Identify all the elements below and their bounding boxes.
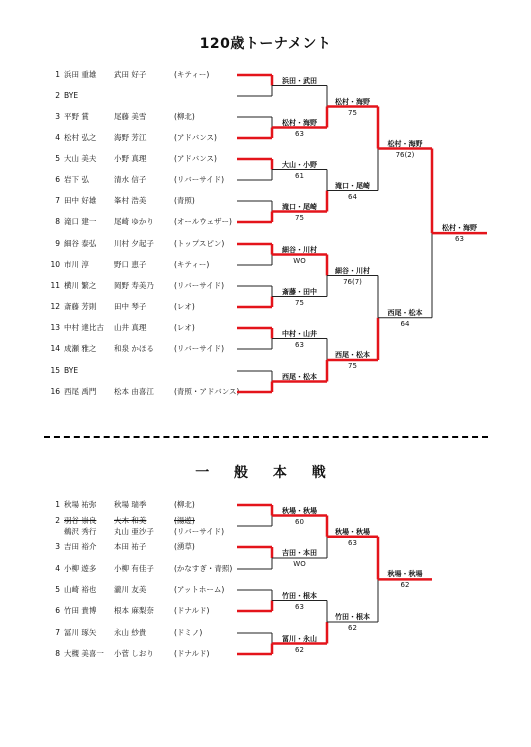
entry-club: (ドナルド) bbox=[174, 649, 210, 658]
match-score: 62 bbox=[348, 624, 357, 632]
tournament-title-general: 一 般 本 戦 bbox=[195, 465, 336, 481]
entry-number: 7 bbox=[55, 628, 60, 637]
entry-number: 5 bbox=[55, 154, 60, 163]
match-score: 64 bbox=[400, 319, 410, 328]
entry-club: (レオ) bbox=[174, 323, 195, 332]
entry-player: 瀧川 友美 bbox=[114, 585, 147, 594]
match-score: 75 bbox=[348, 108, 357, 117]
entry-player: 羽谷 崇良 bbox=[64, 516, 97, 525]
entry-club: (トップスピン) bbox=[174, 239, 225, 248]
entry-player: 滝口 建一 bbox=[64, 217, 97, 226]
entry-club: (アドバンス) bbox=[174, 133, 217, 142]
match-score: 63 bbox=[348, 538, 357, 547]
entry-number: 9 bbox=[55, 239, 60, 248]
entry-number: 14 bbox=[50, 344, 60, 353]
entry-player: 清水 信子 bbox=[114, 175, 147, 184]
match-winner: 松村・海野 bbox=[335, 97, 370, 106]
match-winner: 松村・海野 bbox=[387, 139, 423, 148]
match-score: 63 bbox=[295, 602, 304, 611]
entry-player: 田中 好雄 bbox=[64, 196, 97, 205]
match-score: 60 bbox=[295, 517, 304, 526]
entry-player: 海野 芳江 bbox=[114, 133, 147, 142]
match-winner: 冨川・永山 bbox=[282, 634, 317, 643]
match-winner: 竹田・根本 bbox=[282, 591, 317, 600]
entry-player: 小野 真理 bbox=[114, 154, 147, 163]
entry-player: BYE bbox=[64, 91, 79, 100]
match-winner: 浜田・武田 bbox=[282, 76, 317, 85]
entry-player: 永山 紗貴 bbox=[114, 628, 147, 637]
entry-player: 吉田 裕介 bbox=[64, 542, 97, 551]
entry-club: (かなすぎ・青照) bbox=[174, 564, 233, 573]
entry-number: 7 bbox=[55, 196, 60, 205]
match-winner: 滝口・尾崎 bbox=[335, 181, 370, 190]
entry-number: 6 bbox=[55, 175, 60, 184]
entry-player: 中村 達比古 bbox=[64, 323, 104, 332]
entry-player: 野口 恵子 bbox=[114, 260, 147, 269]
match-winner: 大山・小野 bbox=[282, 160, 317, 169]
entry-number: 5 bbox=[55, 585, 60, 594]
match-score: WO bbox=[293, 256, 306, 265]
entry-number: 1 bbox=[55, 500, 60, 509]
entry-player: 小柳 遊多 bbox=[64, 564, 97, 573]
champion-name: 秋場・秋場 bbox=[387, 570, 423, 579]
entry-number: 6 bbox=[55, 606, 60, 615]
entry-club: (青照) bbox=[174, 196, 195, 205]
match-winner: 西尾・松本 bbox=[387, 308, 423, 317]
match-winner: 秋場・秋場 bbox=[282, 506, 317, 515]
entry-player: 鵜沢 秀行 bbox=[64, 527, 97, 536]
entry-player: 岡野 寿美乃 bbox=[114, 281, 154, 290]
entry-number: 13 bbox=[50, 323, 60, 332]
entry-player: 平野 賞 bbox=[64, 112, 89, 121]
entry-player: 松本 由喜江 bbox=[114, 387, 154, 396]
entry-player: 成瀬 雅之 bbox=[64, 344, 97, 353]
entry-number: 4 bbox=[55, 133, 60, 142]
match-score: 64 bbox=[348, 192, 357, 201]
entry-number: 2 bbox=[55, 516, 60, 525]
entry-player: 尾藤 美雪 bbox=[114, 112, 147, 121]
entry-number: 2 bbox=[55, 91, 60, 100]
final-score: 63 bbox=[455, 235, 464, 244]
entry-number: 11 bbox=[50, 281, 60, 290]
entry-club: (リバーサイド) bbox=[174, 527, 225, 536]
match-winner: 西尾・松本 bbox=[335, 351, 370, 359]
entry-player: 和泉 かほる bbox=[114, 344, 154, 353]
entry-club: (アットホーム) bbox=[174, 585, 225, 594]
entry-player: 西尾 禹門 bbox=[64, 387, 97, 396]
entry-player: 田中 琴子 bbox=[114, 302, 147, 311]
entry-number: 3 bbox=[55, 542, 60, 551]
entry-player: 大木 和美 bbox=[114, 516, 147, 525]
entry-player: 細谷 泰弘 bbox=[64, 239, 97, 248]
entry-player: 斎藤 芳則 bbox=[64, 302, 97, 311]
match-winner: 松村・海野 bbox=[282, 118, 317, 127]
entry-player: 根本 麻梨奈 bbox=[114, 606, 154, 615]
match-score: 61 bbox=[295, 171, 304, 180]
match-winner: 中村・山井 bbox=[282, 329, 317, 338]
match-winner: 滝口・尾崎 bbox=[282, 202, 317, 211]
entry-player: 横川 繁之 bbox=[64, 281, 97, 290]
entry-player: 山崎 裕也 bbox=[64, 585, 97, 594]
entry-player: 秋場 瑞季 bbox=[114, 500, 147, 509]
match-winner: 竹田・根本 bbox=[335, 613, 370, 621]
entry-club: (リバーサイド) bbox=[174, 175, 225, 184]
entry-club: (アドバンス) bbox=[174, 154, 217, 163]
entry-club: (キティー) bbox=[174, 70, 210, 79]
entry-number: 15 bbox=[50, 366, 60, 375]
entry-player: 尾崎 ゆかり bbox=[114, 217, 154, 226]
entry-club: (湧草) bbox=[174, 542, 195, 551]
entry-club: (柳北) bbox=[174, 112, 195, 121]
entry-player: 小菅 しおり bbox=[114, 649, 154, 658]
entry-club: (レオ) bbox=[174, 302, 195, 311]
entry-player: 武田 好子 bbox=[114, 70, 147, 79]
entry-player: 浜田 重雄 bbox=[64, 70, 97, 79]
entry-number: 10 bbox=[50, 260, 60, 269]
match-winner: 秋場・秋場 bbox=[335, 527, 370, 536]
entry-club: (湯遊) bbox=[174, 516, 195, 525]
entry-number: 4 bbox=[55, 564, 60, 573]
match-winner: 吉田・本田 bbox=[282, 549, 317, 557]
entry-player: 秋場 祐弥 bbox=[64, 500, 97, 509]
match-score: 62 bbox=[295, 645, 304, 654]
entry-player: 大槻 美喜一 bbox=[64, 649, 104, 658]
entry-club: (オールウェザー) bbox=[174, 217, 232, 226]
entry-player: 岩下 弘 bbox=[64, 175, 89, 184]
entry-player: 本田 祐子 bbox=[114, 542, 147, 551]
entry-club: (キティー) bbox=[174, 260, 210, 269]
match-score: WO bbox=[293, 560, 306, 568]
entry-number: 8 bbox=[55, 217, 60, 226]
match-score: 75 bbox=[348, 362, 357, 370]
entry-player: 小柳 有佳子 bbox=[114, 564, 154, 573]
entry-number: 8 bbox=[55, 649, 60, 658]
entry-player: 市川 淳 bbox=[64, 260, 89, 269]
match-score: 75 bbox=[295, 298, 304, 307]
match-winner: 西尾・松本 bbox=[282, 372, 317, 381]
tournament-title-120: 120歳トーナメント bbox=[199, 36, 332, 52]
entry-player: 川村 夕起子 bbox=[114, 239, 154, 248]
match-score: 63 bbox=[295, 340, 304, 349]
entry-club: (柳北) bbox=[174, 500, 195, 509]
match-score: 75 bbox=[295, 213, 304, 222]
final-score: 62 bbox=[400, 581, 410, 590]
match-score: 63 bbox=[295, 129, 304, 138]
entry-club: (ドミノ) bbox=[174, 628, 203, 637]
match-score: 76(2) bbox=[395, 150, 415, 159]
match-score: 76(7) bbox=[343, 277, 362, 286]
entry-club: (青照・アドバンス) bbox=[174, 387, 240, 396]
entry-player: 竹田 貴博 bbox=[64, 606, 97, 615]
entry-number: 12 bbox=[50, 302, 60, 311]
entry-club: (リバーサイド) bbox=[174, 344, 225, 353]
entry-player: 山井 真理 bbox=[114, 323, 147, 332]
entry-number: 3 bbox=[55, 112, 60, 121]
champion-name: 松村・海野 bbox=[442, 224, 477, 233]
entry-player: 大山 美夫 bbox=[64, 154, 97, 163]
entry-player: 丸山 亜沙子 bbox=[114, 527, 154, 536]
entry-player: 峯村 浩美 bbox=[114, 196, 147, 205]
entry-number: 16 bbox=[50, 387, 60, 396]
match-winner: 斎藤・田中 bbox=[282, 287, 317, 296]
match-winner: 細谷・川村 bbox=[335, 266, 370, 275]
entry-number: 1 bbox=[55, 70, 60, 79]
match-winner: 細谷・川村 bbox=[282, 245, 317, 254]
entry-player: BYE bbox=[64, 366, 79, 375]
entry-player: 松村 弘之 bbox=[64, 133, 97, 142]
entry-player: 冨川 琢矢 bbox=[64, 628, 97, 637]
entry-club: (リバーサイド) bbox=[174, 281, 225, 290]
entry-club: (ドナルド) bbox=[174, 606, 210, 615]
